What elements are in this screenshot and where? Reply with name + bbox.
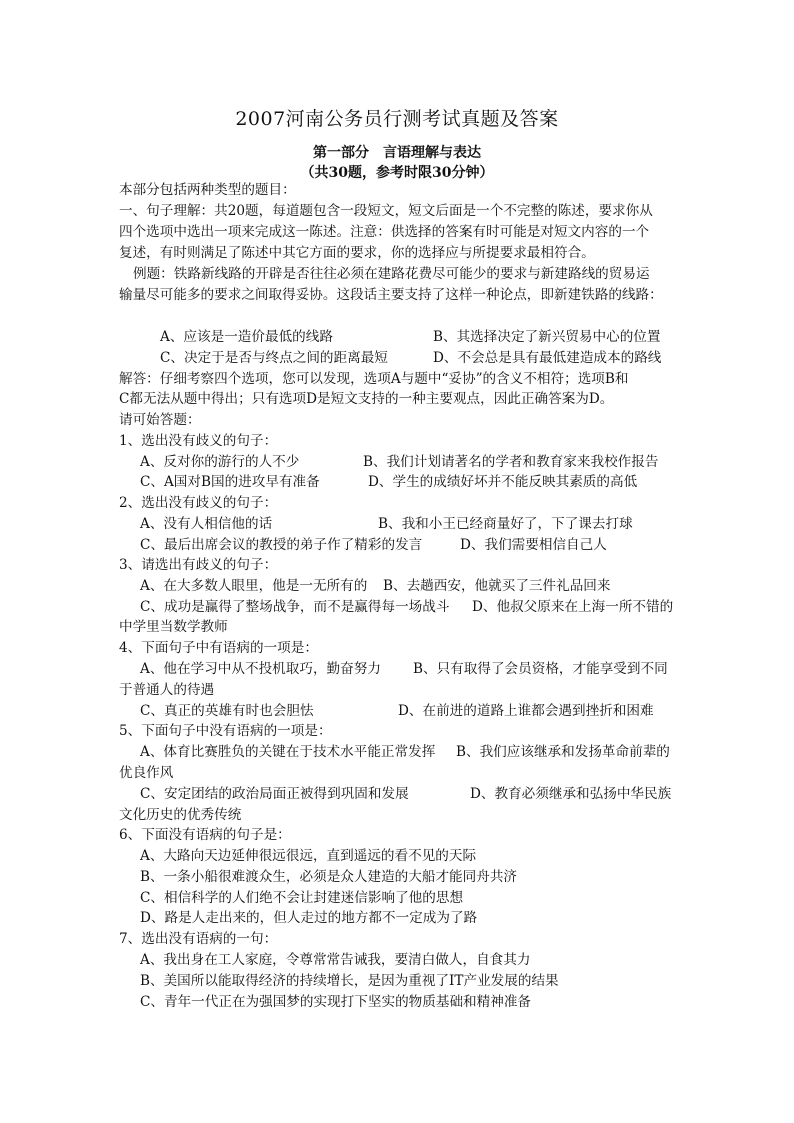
question-6: 6、下面没有语病的句子是： (119, 827, 291, 843)
option-b: B、只有取得了会员资格，才能享受到不同 (413, 661, 668, 677)
option-d: D、他叔父原来在上海一所不错的 (472, 599, 674, 615)
option-a: A、大路向天边延伸很远很远，直到遥远的看不见的天际 (140, 848, 477, 864)
option-d: D、我们需要相信自己人 (460, 537, 607, 553)
question-7: 7、选出没有语病的一句： (119, 931, 278, 947)
option-continuation: 优良作风 (119, 765, 174, 781)
question-1: 1、选出没有歧义的句子： (119, 433, 278, 449)
question-3: 3、请选出有歧义的句子： (119, 557, 278, 573)
option-continuation: 文化历史的优秀传统 (119, 807, 242, 823)
option-d: D、路是人走出来的，但人走过的地方都不一定成为了路 (140, 910, 478, 926)
option-b: B、美国所以能取得经济的持续增长，是因为重视了IT产业发展的结果 (140, 973, 559, 989)
option-a: A、在大多数人眼里，他是一无所有的 (140, 578, 368, 594)
option-b: B、我和小王已经商量好了，下了课去打球 (378, 516, 633, 532)
example-option-a: A、应该是一造价最低的线路 (160, 329, 333, 345)
question-5: 5、下面句子中没有语病的一项是： (119, 723, 332, 739)
option-b: B、我们计划请著名的学者和教育家来我校作报告 (363, 454, 659, 470)
option-continuation: 于普通人的待遇 (119, 682, 215, 698)
section-text: 一、句子理解：共20题，每道题包含一段短文，短文后面是一个不完整的陈述，要求你从 (119, 203, 653, 219)
option-c: C、最后出席会议的教授的弟子作了精彩的发言 (140, 537, 423, 553)
option-a: A、我出身在工人家庭，令尊常常告诫我，要清白做人，自食其力 (140, 952, 531, 968)
part-title: 第一部分 言语理解与表达 (313, 145, 481, 161)
option-d: D、学生的成绩好坏并不能反映其素质的高低 (368, 474, 638, 490)
option-c: C、安定团结的政治局面正被得到巩固和发展 (140, 786, 409, 802)
option-a: A、他在学习中从不投机取巧，勤奋努力 (140, 661, 381, 677)
option-c: C、成功是赢得了整场战争，而不是赢得每一场战斗 (140, 599, 450, 615)
answer-text: C都无法从题中得出；只有选项D是短文支持的一种主要观点，因此正确答案为D。 (119, 391, 614, 407)
option-c: C、青年一代正在为强国梦的实现打下坚实的物质基础和精神准备 (140, 994, 532, 1010)
option-c: C、真正的英雄有时也会胆怯 (140, 703, 314, 719)
part-note: （共30题，参考时限30分钟） (300, 165, 494, 181)
option-b: B、一条小船很难渡众生，必须是众人建造的大船才能同舟共济 (140, 869, 518, 885)
option-d: D、在前进的道路上谁都会遇到挫折和困难 (398, 703, 654, 719)
answer-text: 解答：仔细考察四个选项，您可以发现，选项A与题中“妥协”的含义不相符；选项B和 (119, 371, 629, 387)
option-c: C、相信科学的人们绝不会让封建迷信影响了他的思想 (140, 890, 464, 906)
start-text: 请可始答题： (119, 412, 201, 428)
question-4: 4、下面句子中有语病的一项是： (119, 640, 318, 656)
section-text: 复述，有时则满足了陈述中其它方面的要求，你的选择应与所提要求最相符合。 (119, 245, 595, 261)
page-title: 2007河南公务员行测考试真题及答案 (235, 108, 559, 130)
option-a: A、没有人相信他的话 (140, 516, 273, 532)
option-a: A、反对你的游行的人不少 (140, 454, 300, 470)
option-b: B、去趟西安，他就买了三件礼品回来 (383, 578, 611, 594)
question-2: 2、选出没有歧义的句子： (119, 495, 278, 511)
example-option-c: C、决定于是否与终点之间的距离最短 (160, 350, 388, 366)
intro-text: 本部分包括两种类型的题目： (119, 182, 296, 198)
option-c: C、A国对B国的进攻早有准备 (140, 474, 320, 490)
example-text: 输量尽可能多的要求之间取得妥协。这段话主要支持了这样一种论点，即新建铁路的线路： (119, 287, 663, 303)
example-option-d: D、不会总是具有最低建造成本的路线 (433, 350, 662, 366)
option-d: D、教育必须继承和弘扬中华民族 (470, 786, 672, 802)
example-text: 例题：铁路新线路的开辟是否往往必须在建路花费尽可能少的要求与新建路线的贸易运 (133, 266, 650, 282)
example-option-b: B、其选择决定了新兴贸易中心的位置 (433, 329, 661, 345)
option-a: A、体育比赛胜负的关键在于技术水平能正常发挥 (140, 744, 436, 760)
option-b: B、我们应该继承和发扬革命前辈的 (456, 744, 670, 760)
option-continuation: 中学里当数学教师 (119, 619, 228, 635)
section-text: 四个选项中选出一项来完成这一陈述。注意：供选择的答案有时可能是对短文内容的一个 (119, 224, 650, 240)
